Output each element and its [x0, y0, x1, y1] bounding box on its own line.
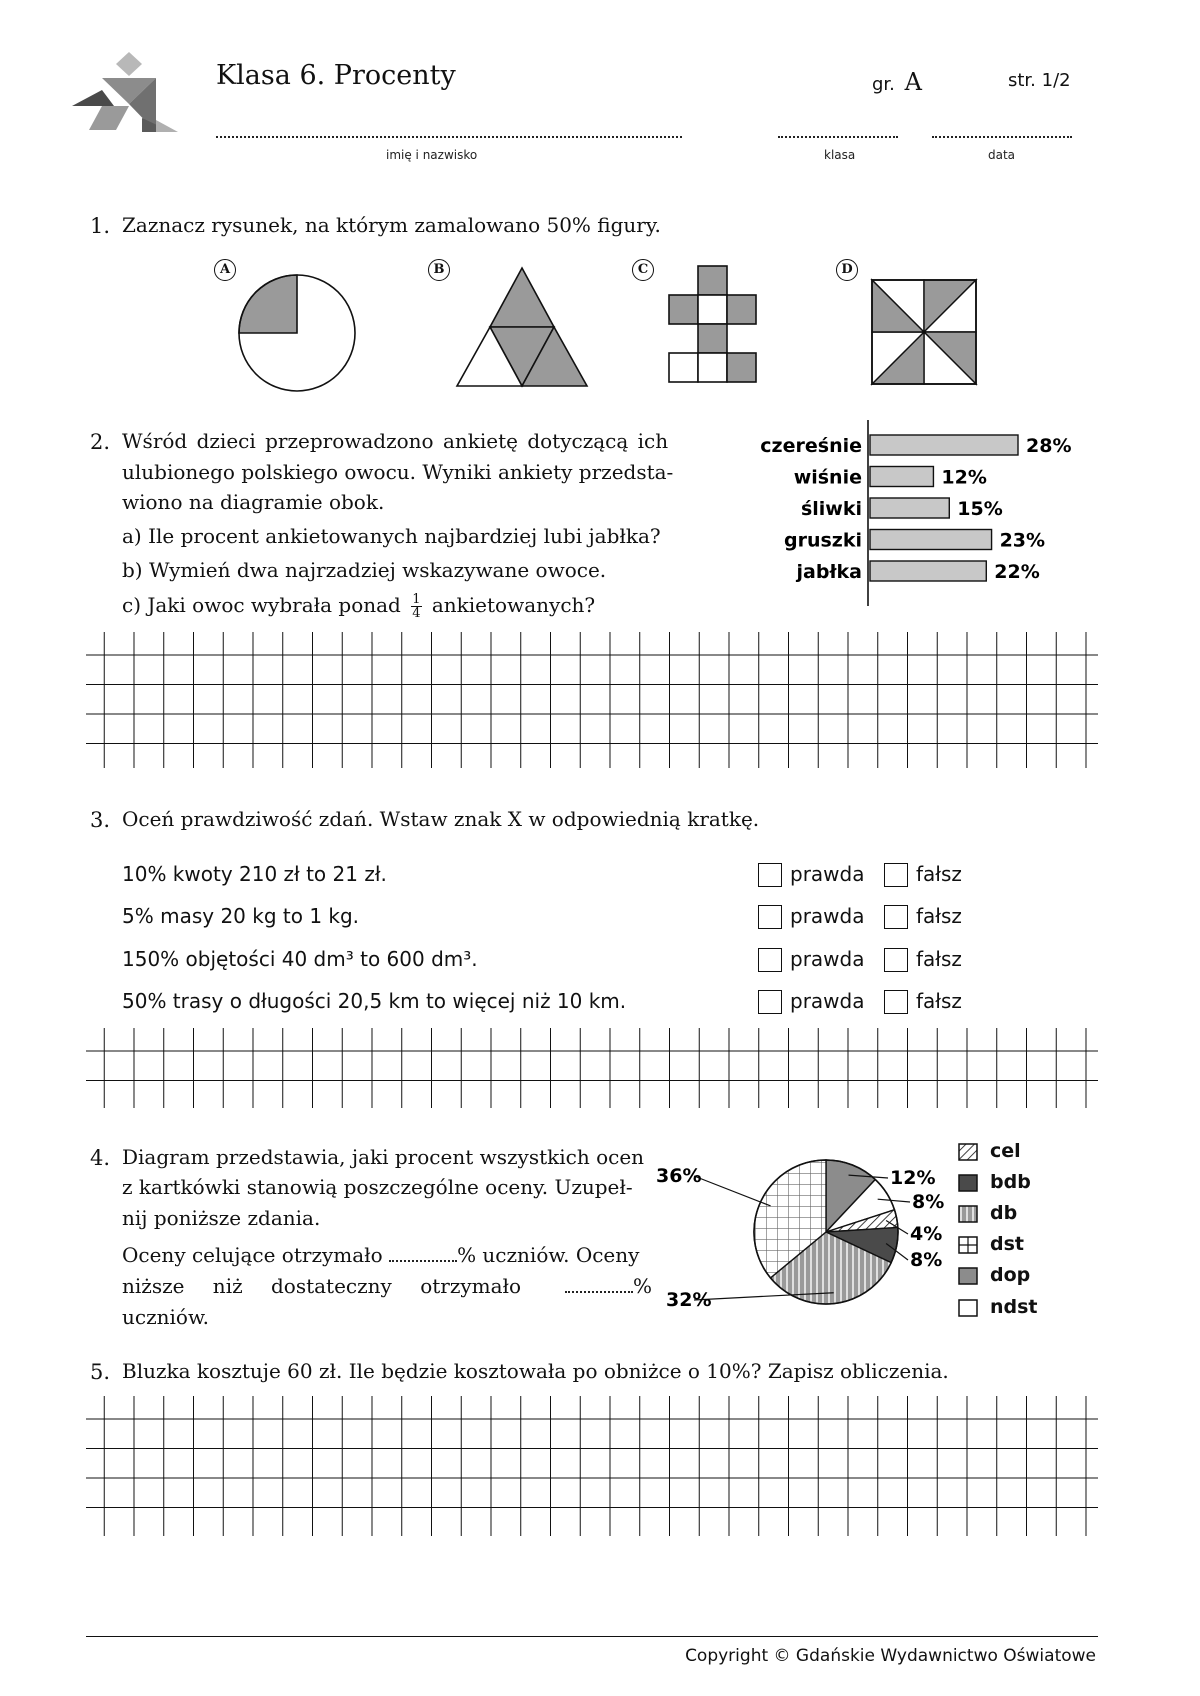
grades-pie-chart — [656, 1140, 970, 1320]
q3-row2-false-checkbox[interactable] — [884, 905, 908, 929]
q4-fill-2-before: niższe niż dostateczny otrzymało — [122, 1274, 522, 1298]
q3-row4-true-checkbox[interactable] — [758, 990, 782, 1014]
pie-label-dop: 12% — [890, 1167, 936, 1189]
legend-swatch-cel — [958, 1143, 978, 1161]
q2-sub-a: a) Ile procent ankietowanych najbardziej lubi jabłka? — [122, 524, 661, 548]
figure-d-square[interactable] — [870, 278, 978, 386]
q4-blank-2[interactable] — [565, 1277, 633, 1293]
q3-row2-true-label: prawda — [790, 904, 865, 928]
legend-label-dst: dst — [990, 1233, 1024, 1255]
q5-number: 5. — [90, 1360, 111, 1384]
q3-answer-grid[interactable] — [86, 1028, 1098, 1108]
q2-answer-grid[interactable] — [86, 632, 1098, 768]
q2-fraction — [411, 593, 421, 620]
q4-blank-1[interactable] — [389, 1246, 457, 1262]
q4-text-line-1: Diagram przedstawia, jaki procent wszystkich ocen — [122, 1145, 645, 1169]
class-field[interactable] — [778, 136, 898, 138]
q2-fraction-den: 4 — [412, 606, 421, 621]
q2-text-line-3: wiono na diagramie obok. — [122, 490, 385, 514]
footer-copyright: Copyright © Gdańskie Wydawnictwo Oświatowe — [685, 1646, 1096, 1666]
legend-item-bdb — [990, 1171, 1031, 1193]
legend-swatch-ndst — [958, 1299, 978, 1317]
option-c-label[interactable]: C — [632, 259, 654, 281]
group-letter: A — [904, 68, 922, 96]
footer-rule — [86, 1636, 1098, 1637]
legend-item-db — [990, 1202, 1017, 1224]
q2-number: 2. — [90, 430, 111, 454]
q5-text: Bluzka kosztuje 60 zł. Ile będzie kosztowała po obniżce o 10%? Zapisz obliczenia. — [122, 1359, 949, 1383]
q1-text: Zaznacz rysunek, na którym zamalowano 50% figury. — [122, 213, 661, 237]
q3-text: Oceń prawdziwość zdań. Wstaw znak X w odpowiednią kratkę. — [122, 807, 760, 831]
legend-item-dop — [990, 1264, 1030, 1286]
bar-4 — [870, 561, 986, 581]
q3-row3-false-label: fałsz — [916, 947, 962, 971]
date-field[interactable] — [932, 136, 1072, 138]
q4-fill-2-end — [565, 1271, 652, 1302]
q3-row4-false-checkbox[interactable] — [884, 990, 908, 1014]
pie-label-dst: 36% — [656, 1165, 702, 1187]
q2-sub-b: b) Wymień dwa najrzadziej wskazywane owoce. — [122, 558, 607, 582]
figure-a-circle[interactable] — [236, 272, 358, 394]
q2-grid-lines — [86, 632, 1098, 768]
bar-category-label: wiśnie — [793, 466, 862, 489]
bar-category-label: jabłka — [796, 561, 862, 583]
figure-b-triangle[interactable] — [454, 266, 590, 388]
pie-label-db: 32% — [666, 1289, 712, 1311]
legend-label-ndst: ndst — [990, 1296, 1038, 1318]
bar-value-label: 23% — [999, 529, 1046, 552]
name-field[interactable] — [216, 136, 682, 138]
group-label — [872, 68, 922, 96]
q3-row2-true-checkbox[interactable] — [758, 905, 782, 929]
legend-swatch-dop — [958, 1267, 978, 1285]
q4-fill-2-after: % — [632, 1274, 652, 1298]
q3-statement-1: 10% kwoty 210 zł to 21 zł. — [122, 862, 387, 886]
bar-value-label: 22% — [994, 561, 1040, 583]
q3-row1-false-label: fałsz — [916, 862, 962, 886]
publisher-logo — [72, 52, 182, 144]
bar-3 — [870, 530, 992, 550]
bar-2 — [870, 498, 949, 518]
q3-row3-true-label: prawda — [790, 947, 865, 971]
q3-row1-true-checkbox[interactable] — [758, 863, 782, 887]
q4-number: 4. — [90, 1146, 111, 1170]
q3-statement-2: 5% masy 20 kg to 1 kg. — [122, 904, 360, 928]
bar-value-label: 12% — [941, 466, 987, 489]
q1-number: 1. — [90, 214, 111, 238]
page-number: str. 1/2 — [1008, 70, 1071, 91]
q2-sub-c — [122, 590, 595, 621]
q3-row4-true-label: prawda — [790, 989, 865, 1013]
q3-row3-false-checkbox[interactable] — [884, 948, 908, 972]
q3-grid-lines — [86, 1028, 1098, 1108]
bar-value-label: 15% — [957, 498, 1003, 520]
q3-number: 3. — [90, 808, 111, 832]
q3-row1-false-checkbox[interactable] — [884, 863, 908, 887]
fruit-bar-chart — [700, 420, 1100, 612]
option-d-label[interactable]: D — [836, 259, 858, 281]
q5-answer-grid[interactable] — [86, 1396, 1098, 1536]
page-title: Klasa 6. Procenty — [216, 60, 456, 91]
legend-label-cel: cel — [990, 1140, 1021, 1162]
pie-label-bdb: 8% — [910, 1249, 943, 1271]
legend-label-db: db — [990, 1202, 1018, 1224]
option-a-label[interactable]: A — [214, 259, 236, 281]
q5-grid-lines — [86, 1396, 1098, 1536]
pie-leader-dst — [694, 1176, 771, 1206]
q2-sub-c-before: c) Jaki owoc wybrała ponad — [122, 593, 401, 617]
q4-text-line-3: nij poniższe zdania. — [122, 1206, 321, 1230]
figure-c-squares[interactable] — [668, 264, 760, 386]
q4-fill-line-3: uczniów. — [122, 1305, 210, 1329]
q3-row4-false-label: fałsz — [916, 989, 962, 1013]
bar-category-label: gruszki — [783, 529, 862, 552]
name-field-label: imię i nazwisko — [386, 148, 478, 162]
q3-statement-4: 50% trasy o długości 20,5 km to więcej niż 10 km. — [122, 989, 627, 1013]
q4-text-line-2: z kartkówki stanowią poszczególne oceny. Uzupeł- — [122, 1175, 633, 1199]
pie-label-ndst: 8% — [912, 1191, 945, 1213]
pie-label-cel: 4% — [910, 1223, 943, 1245]
legend-swatch-dst — [958, 1236, 978, 1254]
legend-item-dst — [990, 1233, 1024, 1255]
option-b-label[interactable]: B — [428, 259, 450, 281]
bar-1 — [870, 467, 933, 487]
q2-sub-c-after: ankietowanych? — [431, 593, 596, 617]
bar-value-label: 28% — [1026, 435, 1072, 457]
q2-fraction-num: 1 — [412, 592, 421, 607]
legend-swatch-bdb — [958, 1174, 978, 1192]
group-prefix: gr. — [872, 74, 895, 95]
bar-0 — [870, 435, 1018, 455]
legend-label-dop: dop — [990, 1264, 1031, 1286]
legend-label-bdb: bdb — [990, 1171, 1031, 1193]
bar-category-label: czereśnie — [760, 435, 862, 457]
q4-fill-1-after: % uczniów. Oceny — [457, 1243, 640, 1267]
q3-statement-3: 150% objętości 40 dm³ to 600 dm³. — [122, 947, 478, 971]
q2-text-line-1: Wśród dzieci przeprowadzono ankietę dotyczącą ich — [122, 429, 669, 453]
q4-fill-line-2 — [122, 1271, 652, 1302]
class-field-label: klasa — [824, 148, 856, 162]
q4-fill-line-1 — [122, 1240, 652, 1271]
date-field-label: data — [988, 148, 1016, 162]
q4-fill-1-before: Oceny celujące otrzymało — [122, 1243, 383, 1267]
q3-row2-false-label: fałsz — [916, 904, 962, 928]
q3-row3-true-checkbox[interactable] — [758, 948, 782, 972]
q3-row1-true-label: prawda — [790, 862, 865, 886]
legend-swatch-db — [958, 1205, 978, 1223]
legend-item-cel — [990, 1140, 1021, 1162]
legend-item-ndst — [990, 1296, 1038, 1318]
q2-text-line-2: ulubionego polskiego owocu. Wyniki ankiety przedsta- — [122, 460, 674, 484]
bar-category-label: śliwki — [800, 498, 862, 520]
